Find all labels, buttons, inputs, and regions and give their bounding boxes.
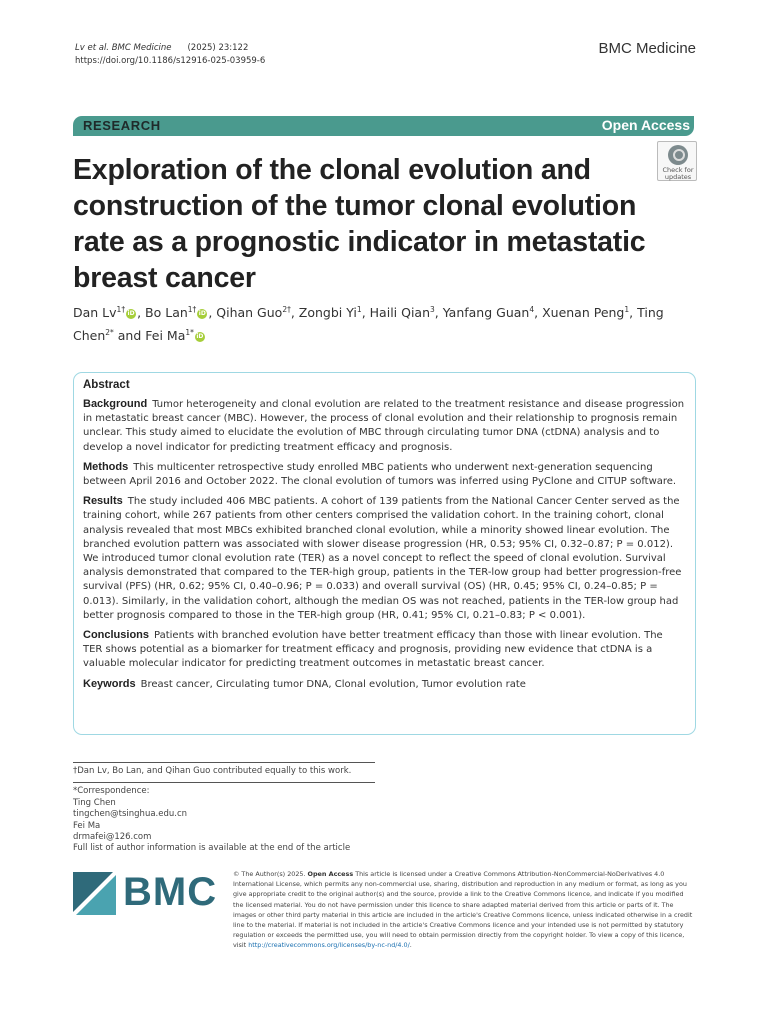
author-name: Fei Ma (145, 328, 186, 344)
correspondence-label: *Correspondence: (73, 786, 150, 797)
abstract-section-label: Background (83, 398, 148, 410)
running-header (75, 42, 265, 68)
abstract-section (83, 628, 685, 672)
abstract-section-text: Tumor heterogeneity and clonal evolution are related to the treatment resistance and disease progression in metastatic breast cancer (MBC). However, the process of clonal evolution and their relationship to prognosis remain unclear. This study aimed to elucidate the evolution of MBC through circulating tumor DNA (ctDNA) analysis and to develop a novel indicator for predicting treatment efficacy and prognosis. (83, 399, 685, 453)
contact-email[interactable]: tingchen@tsinghua.edu.cn (73, 809, 188, 820)
contact-name: Fei Ma (73, 820, 101, 831)
author-name: Xuenan Peng (542, 305, 625, 321)
abstract-section-label: Methods (83, 460, 129, 473)
abstract-section-label: Conclusions (83, 629, 150, 642)
abstract-section-label: Results (83, 495, 123, 508)
author-affiliation: 4 (529, 305, 535, 314)
abstract-sections (83, 397, 685, 692)
section-label: RESEARCH (83, 118, 161, 133)
author-affiliation: 1* (185, 328, 194, 338)
author-affiliation: 1† (187, 305, 197, 314)
author-affiliation: 2* (105, 328, 114, 338)
author-separator: , (137, 305, 146, 321)
author-name: Ting Chen (73, 305, 664, 344)
abstract-section-text: Patients with branched evolution have better treatment efficacy than those with linear evolution. The TER shows potential as a biomarker for treatment efficacy and prognosis, providing new evidence that ctDNA is a valuable molecular indicator for predicting treatment outcomes in metastatic breast cancer. (83, 630, 663, 670)
author-name: Zongbi Yi (298, 305, 357, 321)
license-url[interactable]: http://creativecommons.org/licenses/by-nc-nd/4.0/ (248, 941, 410, 950)
author-separator: , (290, 305, 299, 321)
footnotes (73, 762, 375, 855)
citation: Lv et al. BMC Medicine (75, 43, 172, 53)
check-updates-icon (668, 145, 688, 165)
author-name: Haili Qian (369, 305, 431, 321)
orcid-icon[interactable]: iD (127, 309, 135, 317)
abstract-section (83, 494, 685, 623)
check-for-updates-badge[interactable] (657, 141, 697, 181)
author-affiliation: 2† (282, 305, 291, 314)
contact-email[interactable]: drmafei@126.com (73, 832, 152, 843)
section-banner (73, 116, 694, 136)
license-body: This article is licensed under a Creative Commons Attribution-NonCommercial-NoDerivatives 4.0 International License, which permits any non-commercial use, sharing, distribution and reproduction in any medium or format, as long as you give appropriate credit to the original author(s) and the source, provide a link to the Creative Commons licence, and indicate if you modified the licensed material. You do not have permission under this licence to share adapted material derived from this article or parts of it. The images or other third party material in this article are included in the article's Creative Commons licence, unless indicated otherwise in a credit line to the material. If material is not included in the article's Creative Commons licence and your intended use is not permitted by statutory regulation or exceeds the permitted use, you will need to obtain permission directly from the copyright holder. To view a copy of this licence, visit (233, 870, 693, 950)
abstract-section-text: Breast cancer, Circulating tumor DNA, Clonal evolution, Tumor evolution rate (140, 678, 526, 690)
author-separator: , (534, 305, 543, 321)
open-access-label: Open Access (601, 117, 690, 133)
doi-link[interactable]: https://doi.org/10.1186/s12916-025-03959-6 (75, 56, 266, 66)
abstract-section-label: Keywords (83, 677, 136, 690)
author-name: Dan Lv (73, 305, 117, 321)
footnote-rule-2 (73, 782, 375, 783)
check-line1: Check for (662, 166, 694, 174)
author-name: Bo Lan (145, 305, 188, 321)
license-tail: . (409, 941, 412, 950)
author-affiliation: 3 (430, 305, 435, 314)
abstract-section (83, 677, 685, 692)
contact-name: Ting Chen (73, 797, 116, 808)
abstract-section (83, 460, 685, 489)
author-affiliation: 1 (356, 305, 362, 314)
author-separator: and (113, 328, 146, 344)
author-info-note: Full list of author information is available at the end of the article (73, 843, 351, 854)
journal-name: BMC Medicine (598, 40, 696, 57)
author-separator: , (208, 305, 217, 321)
bmc-logo (73, 872, 223, 927)
author-separator: , (629, 305, 638, 321)
author-list (73, 300, 698, 346)
author-name: Qihan Guo (216, 305, 283, 321)
license-statement (233, 869, 695, 951)
author-separator: , (434, 305, 443, 321)
logo-text: BMC (123, 870, 218, 914)
volume: (2025) 23:122 (187, 43, 249, 53)
author-affiliation: 1† (116, 305, 126, 314)
orcid-icon[interactable]: iD (196, 332, 204, 340)
abstract-box (73, 372, 696, 735)
license-open-access: Open Access (307, 870, 354, 878)
check-line2: updates (664, 173, 692, 181)
equal-contribution-note: †Dan Lv, Bo Lan, and Qihan Guo contributed equally to this work. (73, 766, 352, 776)
orcid-icon[interactable]: iD (198, 309, 206, 317)
abstract-section (83, 397, 685, 455)
license-lead: © The Author(s) 2025. (233, 870, 306, 878)
abstract-section-text: This multicenter retrospective study enrolled MBC patients who underwent next-generation sequencing between April 2016 and October 2022. The clonal evolution of tumors was inferred using PyClone and CITUP software. (83, 461, 677, 488)
author-name: Yanfang Guan (442, 305, 530, 321)
footnote-rule (73, 762, 375, 763)
author-separator: , (361, 305, 370, 321)
abstract-heading: Abstract (83, 379, 130, 391)
author-affiliation: 1 (624, 305, 630, 314)
article-title: Exploration of the clonal evolution and construction of the tumor clonal evolution rate as a prognostic indicator in metastatic breast cancer (73, 154, 646, 294)
abstract-section-text: The study included 406 MBC patients. A cohort of 139 patients from the National Cancer Center served as the training cohort, while 267 patients from other centers comprised the validation cohort. In the training cohort, clonal analysis revealed that most MBCs exhibited branched clonal evolution, while a minority showed linear evolution. The branched evolution pattern was associated with slower disease progression (HR, 0.53; 95% CI, 0.32–0.87; P = 0.012). We introduced tumor clonal evolution rate (TER) as a novel concept to reflect the speed of clonal evolution. Survival analysis demonstrated that compared to the TER-high group, patients in the TER-low group had better progression-free survival (PFS) (HR, 0.62; 95% CI, 0.40–0.96; P = 0.033) and overall survival (OS) (HR, 0.45; 95% CI, 0.24–0.85; P = 0.013). Similarly, in the validation cohort, although the median OS was not reached, patients in the TER-low group had better prognosis compared to those in the TER-high group (HR, 0.41; 95% CI, 0.21–0.83; P < 0.001). (83, 496, 682, 621)
